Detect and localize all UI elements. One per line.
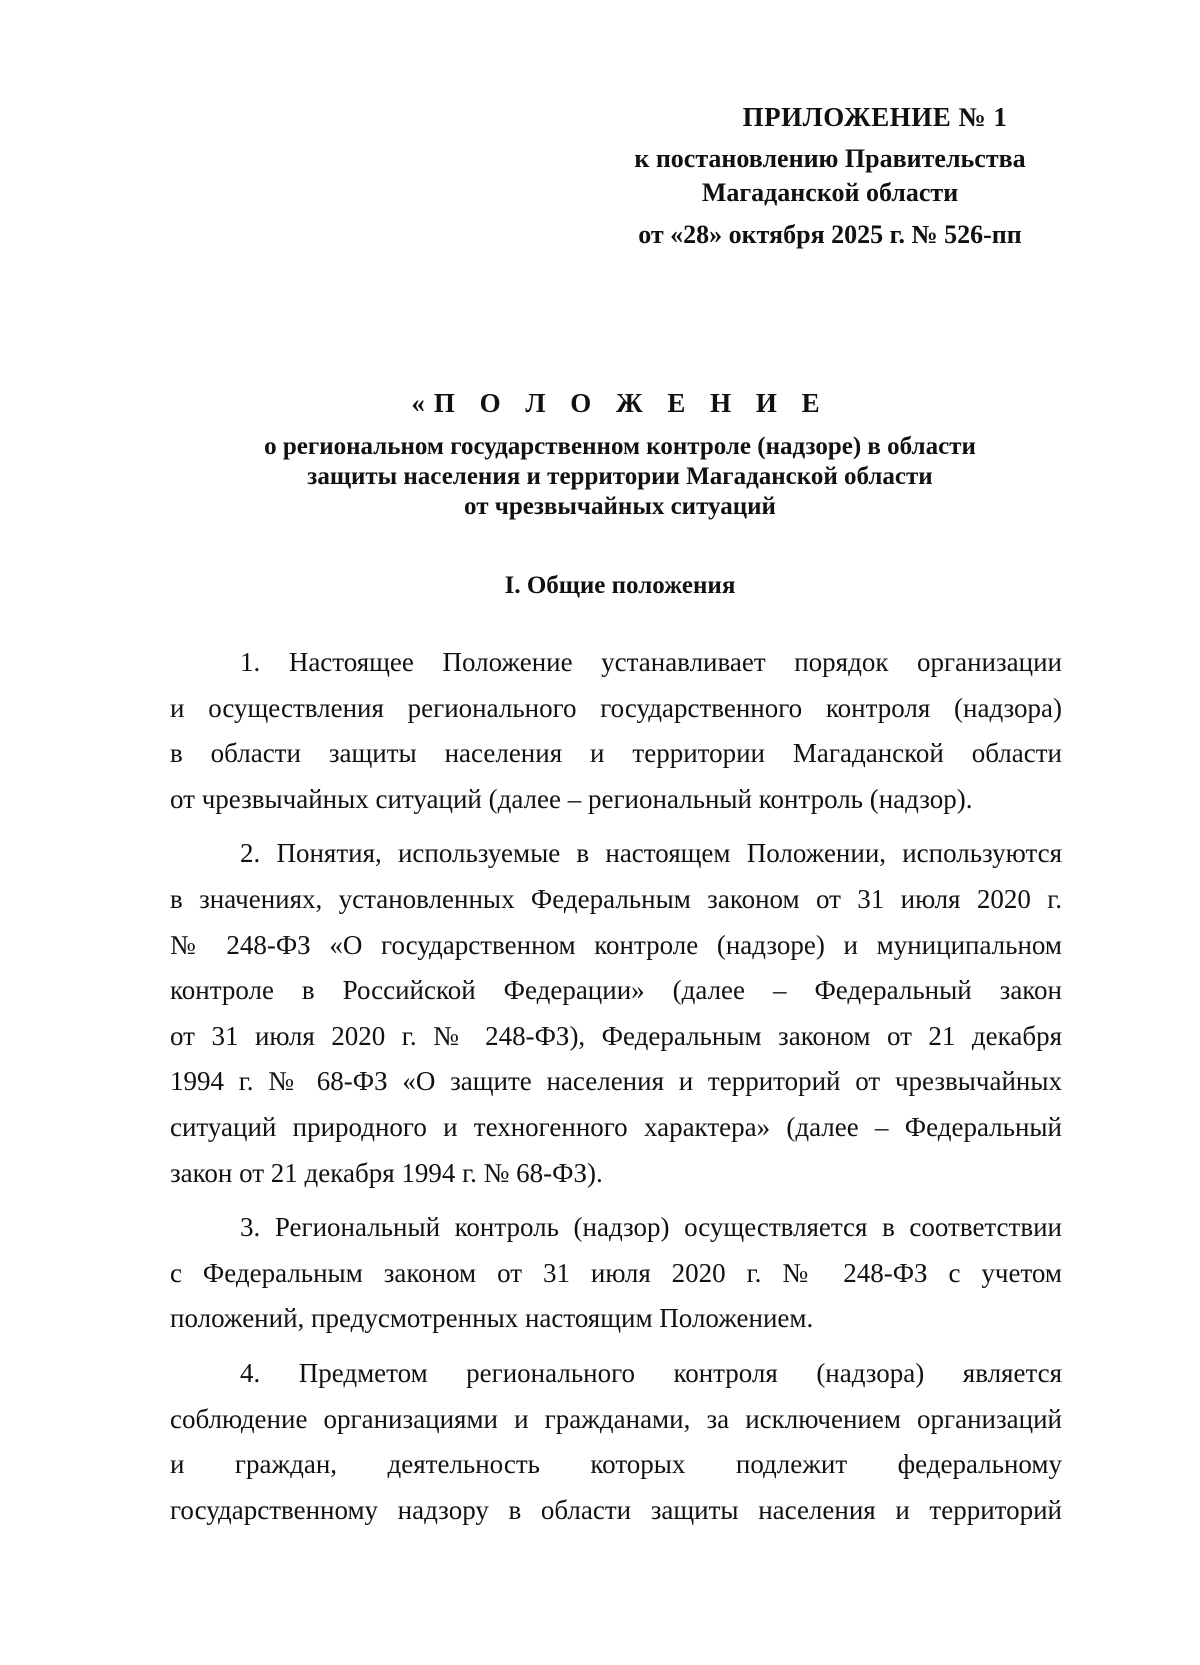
paragraph-line: в значениях, установленных Федеральным законом от 31 июля 2020 г. [170,883,1062,914]
paragraph-line: № 248-ФЗ «О государственном контроле (надзоре) и муниципальном [170,929,1062,960]
document-title-word: «П О Л О Ж Е Н И Е [411,388,829,418]
attachment-block [600,100,1060,252]
paragraph [170,1205,1062,1342]
paragraph-line: от 31 июля 2020 г. № 248-ФЗ), Федеральным законом от 21 декабря [170,1020,1062,1051]
paragraph-line: и граждан, деятельность которых подлежит федеральному [170,1449,1062,1480]
paragraph-line: положений, предусмотренных настоящим Положением. [170,1303,814,1334]
paragraph-line: 4. Предметом регионального контроля (надзора) является [240,1357,1062,1388]
paragraph-line: контроле в Российской Федерации» (далее – Федеральный закон [170,975,1062,1006]
paragraph-line: соблюдение организациями и гражданами, за исключением организаций [170,1403,1062,1434]
paragraph-line: 2. Понятия, используемые в настоящем Положении, используются [240,838,1062,869]
paragraph [170,640,1062,822]
paragraph-line: с Федеральным законом от 31 июля 2020 г. № 248-ФЗ с учетом [170,1257,1062,1288]
paragraph-line: от чрезвычайных ситуаций (далее – региональный контроль (надзор). [170,783,973,814]
paragraph-line: 1994 г. № 68-ФЗ «О защите населения и территорий от чрезвычайных [170,1066,1062,1097]
paragraph-line: в области защиты населения и территории Магаданской области [170,738,1062,769]
attachment-date: от «28» октября 2025 г. № 526-пп [638,220,1022,249]
document-title [170,384,1070,522]
paragraph-line: 3. Региональный контроль (надзор) осуществляется в соответствии [240,1212,1062,1243]
paragraph [170,1351,1062,1533]
attachment-title: ПРИЛОЖЕНИЕ № 1 [742,102,1008,132]
paragraph-line: и осуществления регионального государственного контроля (надзора) [170,692,1062,723]
section-heading: I. Общие положения [504,572,736,599]
paragraph-line: государственному надзору в области защиты населения и территорий [170,1494,1062,1525]
document-subtitle-line: о региональном государственном контроле (надзоре) в области [264,433,976,460]
document-subtitle-line: защиты населения и территории Магаданской области [307,463,933,490]
body-text [170,640,1062,1533]
paragraph-line: закон от 21 декабря 1994 г. № 68-ФЗ). [170,1157,603,1188]
paragraph [170,831,1062,1196]
attachment-region-line: Магаданской области [701,178,959,207]
paragraph-line: ситуаций природного и техногенного характера» (далее – Федеральный [170,1111,1062,1142]
attachment-resolution-line: к постановлению Правительства [634,144,1026,173]
paragraph-line: 1. Настоящее Положение устанавливает порядок организации [240,647,1062,677]
document-subtitle-line: от чрезвычайных ситуаций [464,493,776,520]
